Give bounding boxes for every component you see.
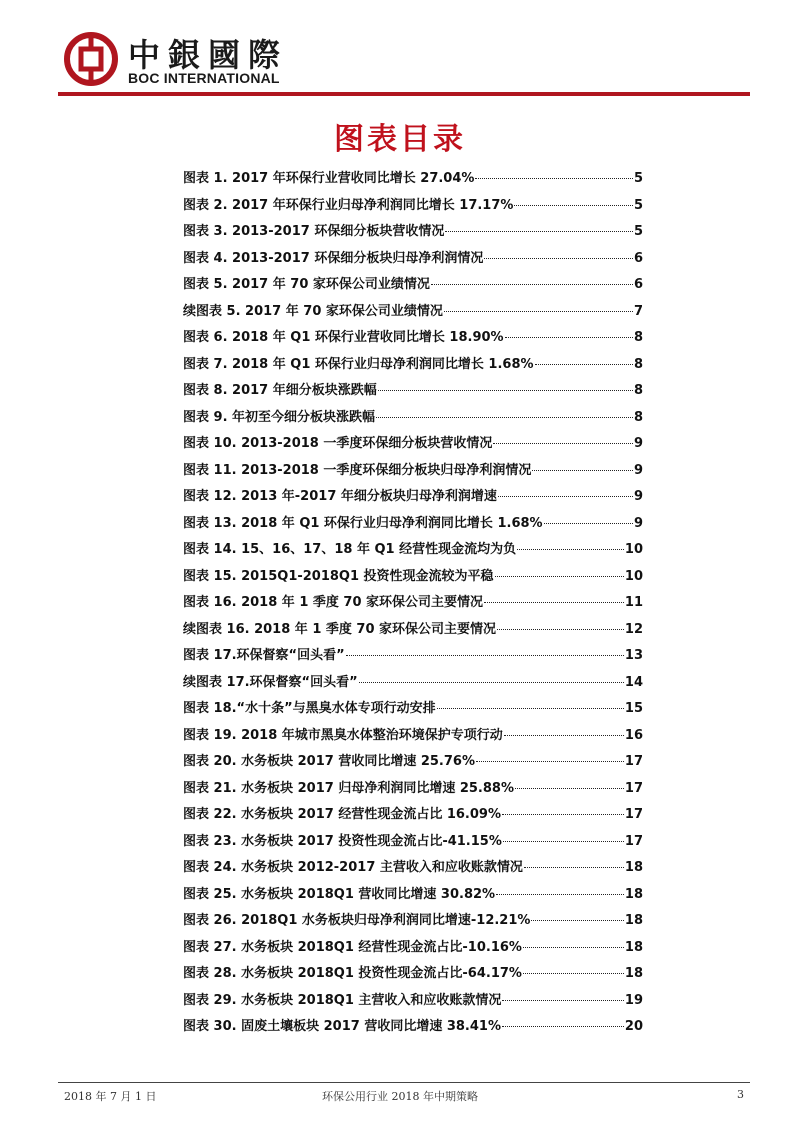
toc-entry[interactable] — [183, 299, 643, 326]
toc-entry-label: 图表 12. 2013 年-2017 年细分板块归母净利润增速 — [183, 489, 497, 504]
toc-dot-leader — [498, 494, 633, 497]
toc-entry-page: 8 — [633, 409, 643, 425]
toc-entry-page: 18 — [624, 939, 643, 955]
toc-entry-label: 图表 15. 2015Q1-2018Q1 投资性现金流较为平稳 — [183, 568, 494, 584]
boc-logo-icon — [64, 32, 118, 86]
toc-entry-label: 图表 8. 2017 年细分板块涨跌幅 — [183, 383, 377, 398]
toc-entry[interactable] — [183, 511, 643, 538]
toc-entry-label: 图表 16. 2018 年 1 季度 70 家环保公司主要情况 — [183, 595, 484, 610]
page-title: 图表目录 — [334, 122, 466, 157]
toc-entry-label: 续图表 5. 2017 年 70 家环保公司业绩情况 — [183, 303, 443, 319]
toc-dot-leader — [496, 892, 624, 895]
logo-chinese-name: 中銀國際 — [128, 36, 289, 74]
toc-dot-leader — [517, 547, 624, 550]
footer-date: 2018 年 7 月 1 日 — [64, 1090, 157, 1103]
toc-entry[interactable] — [183, 908, 643, 935]
toc-entry[interactable] — [183, 723, 643, 750]
toc-dot-leader — [503, 839, 624, 842]
toc-entry-page: 5 — [633, 224, 643, 239]
toc-entry[interactable] — [183, 458, 643, 485]
toc-entry[interactable] — [183, 643, 643, 670]
toc-entry[interactable] — [183, 1014, 643, 1041]
toc-dot-leader — [444, 309, 633, 312]
toc-dot-leader — [475, 176, 633, 179]
toc-entry[interactable] — [183, 776, 643, 803]
toc-dot-leader — [497, 627, 624, 630]
toc-entry-page: 5 — [633, 197, 643, 213]
toc-entry[interactable] — [183, 855, 643, 882]
toc-entry-label: 图表 2. 2017 年环保行业归母净利润同比增长 17.17% — [183, 197, 514, 213]
toc-dot-leader — [532, 468, 633, 471]
toc-entry[interactable] — [183, 617, 643, 644]
toc-entry-page: 18 — [624, 860, 643, 875]
toc-entry[interactable] — [183, 405, 643, 432]
toc-entry-page: 16 — [624, 727, 643, 743]
toc-entry[interactable] — [183, 246, 643, 273]
toc-entry[interactable] — [183, 935, 643, 962]
toc-entry-page: 17 — [624, 833, 643, 849]
toc-dot-leader — [502, 998, 623, 1001]
toc-dot-leader — [484, 600, 624, 603]
toc-entry-page: 17 — [624, 807, 643, 822]
toc-dot-leader — [484, 256, 633, 259]
toc-entry[interactable] — [183, 749, 643, 776]
toc-entry-page: 18 — [624, 886, 643, 902]
logo-english-name: BOC INTERNATIONAL — [128, 70, 280, 86]
toc-dot-leader — [437, 706, 624, 709]
toc-entry-page: 6 — [633, 250, 643, 266]
toc-entry-page: 8 — [633, 330, 643, 345]
toc-entry-page: 6 — [633, 277, 643, 292]
toc-dot-leader — [514, 203, 633, 206]
table-of-figures — [183, 166, 643, 1041]
toc-entry-label: 图表 9. 年初至今细分板块涨跌幅 — [183, 409, 376, 425]
toc-dot-leader — [524, 865, 624, 868]
toc-entry[interactable] — [183, 431, 643, 458]
toc-entry-page: 18 — [624, 913, 643, 928]
toc-entry[interactable] — [183, 537, 643, 564]
toc-entry[interactable] — [183, 272, 643, 299]
toc-dot-leader — [431, 282, 633, 285]
footer-title: 环保公用行业 2018 年中期策略 — [322, 1090, 478, 1103]
toc-dot-leader — [505, 335, 633, 338]
toc-dot-leader — [535, 362, 633, 365]
toc-dot-leader — [378, 388, 633, 391]
toc-entry[interactable] — [183, 325, 643, 352]
toc-entry-label: 图表 27. 水务板块 2018Q1 经营性现金流占比-10.16% — [183, 939, 522, 955]
toc-entry-label: 图表 20. 水务板块 2017 营收同比增速 25.76% — [183, 754, 475, 769]
toc-entry[interactable] — [183, 802, 643, 829]
toc-entry-page: 7 — [633, 303, 643, 319]
toc-entry-label: 续图表 17.环保督察“回头看” — [183, 674, 358, 690]
toc-entry-label: 图表 18.“水十条”与黑臭水体专项行动安排 — [183, 701, 436, 716]
toc-entry-label: 图表 10. 2013-2018 一季度环保细分板块营收情况 — [183, 436, 493, 451]
toc-entry-label: 图表 13. 2018 年 Q1 环保行业归母净利润同比增长 1.68% — [183, 515, 543, 531]
toc-dot-leader — [531, 918, 623, 921]
toc-entry-page: 20 — [624, 1019, 643, 1034]
toc-entry-label: 图表 11. 2013-2018 一季度环保细分板块归母净利润情况 — [183, 462, 532, 478]
toc-entry-label: 图表 1. 2017 年环保行业营收同比增长 27.04% — [183, 171, 475, 186]
toc-entry-page: 19 — [624, 992, 643, 1008]
toc-entry-page: 10 — [624, 568, 643, 584]
toc-dot-leader — [376, 415, 633, 418]
toc-entry-page: 12 — [624, 621, 643, 637]
footer-divider — [58, 1082, 750, 1083]
toc-entry[interactable] — [183, 166, 643, 193]
toc-entry-label: 图表 28. 水务板块 2018Q1 投资性现金流占比-64.17% — [183, 966, 522, 981]
toc-entry-label: 图表 29. 水务板块 2018Q1 主营收入和应收账款情况 — [183, 992, 502, 1008]
toc-dot-leader — [346, 653, 624, 656]
toc-entry-page: 11 — [624, 595, 643, 610]
header — [0, 0, 800, 100]
toc-entry-label: 图表 26. 2018Q1 水务板块归母净利润同比增速-12.21% — [183, 913, 531, 928]
toc-entry[interactable] — [183, 988, 643, 1015]
toc-entry-label: 图表 22. 水务板块 2017 经营性现金流占比 16.09% — [183, 807, 501, 822]
toc-entry[interactable] — [183, 590, 643, 617]
toc-entry-page: 18 — [624, 966, 643, 981]
footer-page-number: 3 — [737, 1088, 744, 1101]
toc-entry[interactable] — [183, 219, 643, 246]
toc-entry-page: 17 — [624, 780, 643, 796]
toc-entry[interactable] — [183, 670, 643, 697]
header-divider — [58, 92, 750, 96]
toc-dot-leader — [359, 680, 624, 683]
toc-entry-label: 图表 19. 2018 年城市黑臭水体整治环境保护专项行动 — [183, 727, 503, 743]
toc-entry-page: 10 — [624, 542, 643, 557]
toc-entry-label: 图表 14. 15、16、17、18 年 Q1 经营性现金流均为负 — [183, 542, 517, 557]
toc-dot-leader — [523, 971, 624, 974]
toc-entry[interactable] — [183, 961, 643, 988]
toc-entry-page: 13 — [624, 648, 643, 663]
toc-entry-page: 15 — [624, 701, 643, 716]
toc-dot-leader — [523, 945, 624, 948]
toc-entry-label: 图表 4. 2013-2017 环保细分板块归母净利润情况 — [183, 250, 484, 266]
toc-entry-page: 9 — [633, 436, 643, 451]
toc-entry-label: 图表 17.环保督察“回头看” — [183, 648, 345, 663]
toc-entry[interactable] — [183, 484, 643, 511]
toc-entry-label: 图表 3. 2013-2017 环保细分板块营收情况 — [183, 224, 445, 239]
toc-dot-leader — [502, 1024, 624, 1027]
toc-dot-leader — [502, 812, 624, 815]
toc-entry-page: 14 — [624, 674, 643, 690]
toc-entry-label: 图表 7. 2018 年 Q1 环保行业归母净利润同比增长 1.68% — [183, 356, 534, 372]
toc-dot-leader — [504, 733, 624, 736]
toc-entry[interactable] — [183, 829, 643, 856]
toc-dot-leader — [495, 574, 624, 577]
toc-dot-leader — [493, 441, 633, 444]
toc-entry-page: 9 — [633, 462, 643, 478]
toc-entry-label: 图表 30. 固废土壤板块 2017 营收同比增速 38.41% — [183, 1019, 501, 1034]
toc-entry-page: 9 — [633, 515, 643, 531]
toc-entry[interactable] — [183, 882, 643, 909]
toc-entry-label: 图表 5. 2017 年 70 家环保公司业绩情况 — [183, 277, 430, 292]
toc-entry-page: 5 — [633, 171, 643, 186]
toc-entry-page: 8 — [633, 383, 643, 398]
toc-dot-leader — [544, 521, 633, 524]
toc-entry[interactable] — [183, 564, 643, 591]
toc-entry-label: 续图表 16. 2018 年 1 季度 70 家环保公司主要情况 — [183, 621, 497, 637]
toc-dot-leader — [515, 786, 624, 789]
toc-entry-page: 8 — [633, 356, 643, 372]
toc-entry[interactable] — [183, 696, 643, 723]
toc-entry-label: 图表 23. 水务板块 2017 投资性现金流占比-41.15% — [183, 833, 502, 849]
toc-entry-page: 17 — [624, 754, 643, 769]
toc-entry-label: 图表 21. 水务板块 2017 归母净利润同比增速 25.88% — [183, 780, 514, 796]
toc-entry[interactable] — [183, 378, 643, 405]
toc-entry-label: 图表 25. 水务板块 2018Q1 营收同比增速 30.82% — [183, 886, 496, 902]
toc-dot-leader — [476, 759, 624, 762]
toc-entry-label: 图表 6. 2018 年 Q1 环保行业营收同比增长 18.90% — [183, 330, 504, 345]
toc-dot-leader — [445, 229, 633, 232]
toc-entry[interactable] — [183, 352, 643, 379]
toc-entry-page: 9 — [633, 489, 643, 504]
toc-entry[interactable] — [183, 193, 643, 220]
toc-entry-label: 图表 24. 水务板块 2012-2017 主营收入和应收账款情况 — [183, 860, 523, 875]
